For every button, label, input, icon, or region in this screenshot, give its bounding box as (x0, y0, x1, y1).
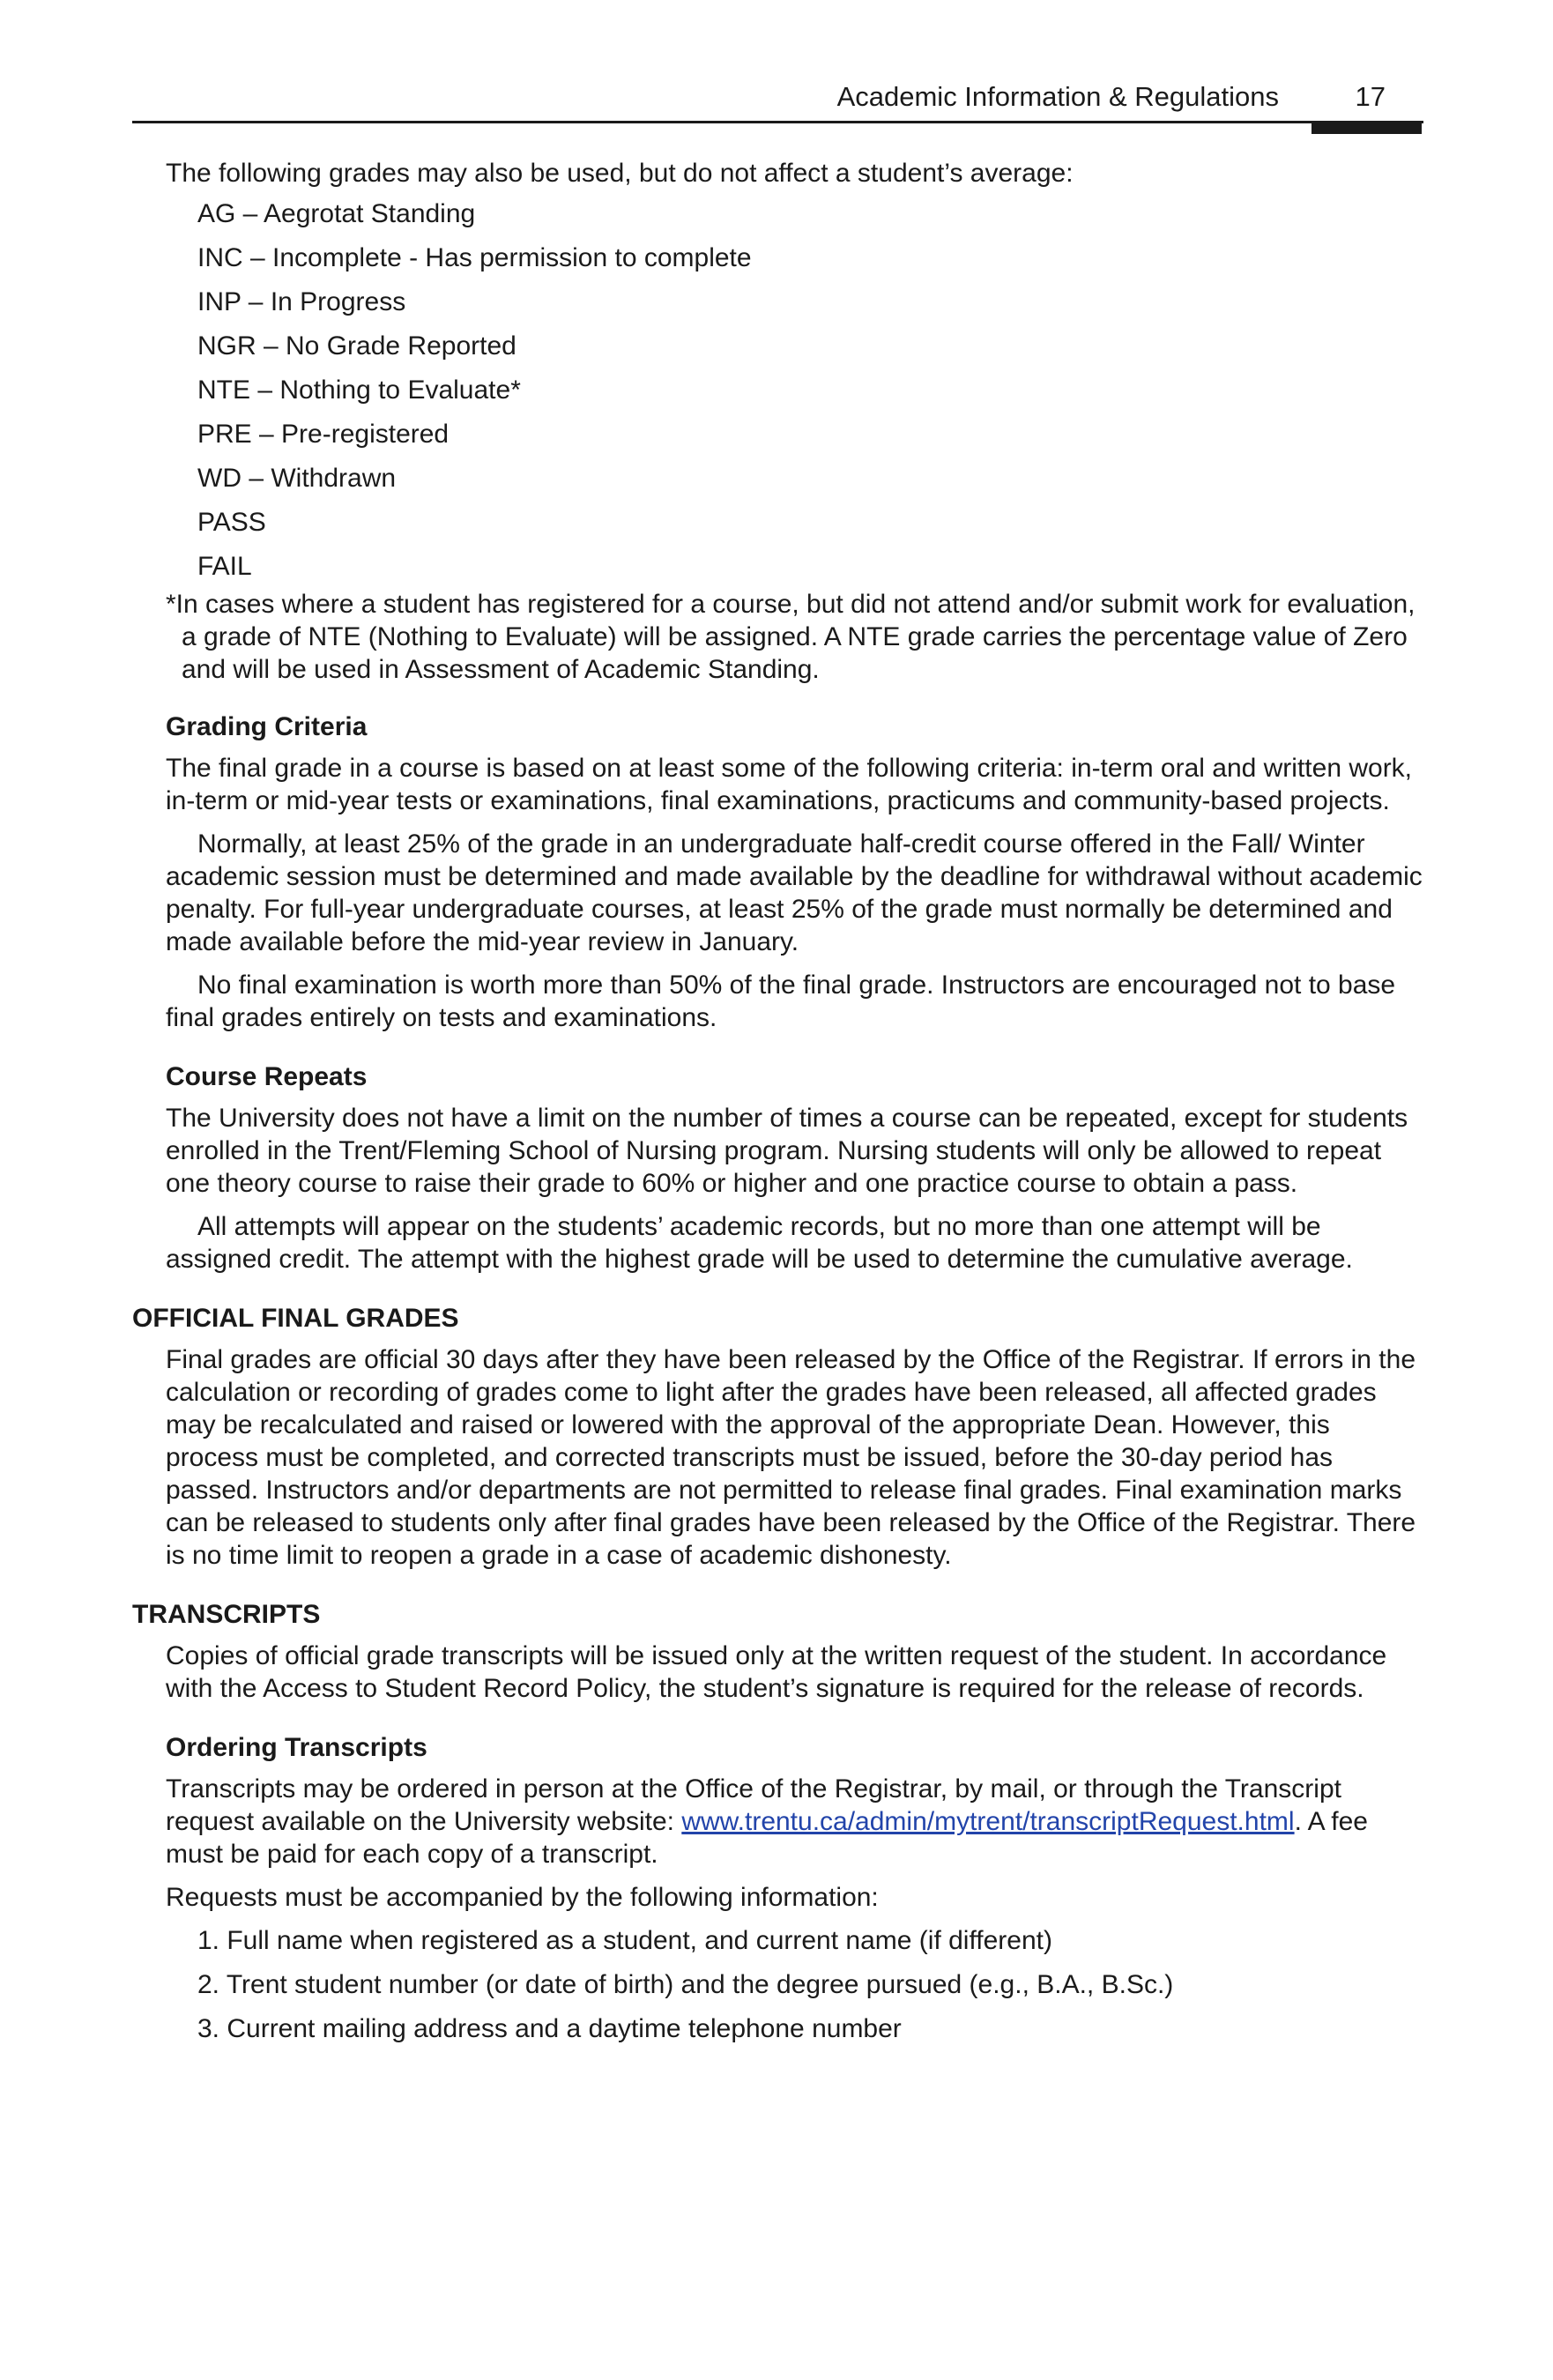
header-rule (132, 121, 1423, 123)
list-item: 3. Current mailing address and a daytime telephone number (197, 2014, 902, 2043)
list-item: WD – Withdrawn (197, 464, 397, 493)
running-header-title: Academic Information & Regulations (836, 81, 1279, 112)
nte-footnote: *In cases where a student has registered for a course, but did not attend and/or submit work for evaluation, a grade of NTE (Nothing to Evaluate) will be assigned. A NTE grade carries the percentage value of Zero and will be used in Assessment of Academic Standing. (166, 590, 1416, 684)
list-item: PRE – Pre-registered (197, 420, 450, 449)
transcripts-heading: TRANSCRIPTS (132, 1600, 321, 1629)
course-repeats-heading: Course Repeats (166, 1062, 368, 1091)
transcript-request-link[interactable]: www.trentu.ca/admin/mytrent/transcriptRequest.html (681, 1807, 1295, 1836)
ordering-transcripts-heading: Ordering Transcripts (166, 1733, 427, 1762)
list-item: PASS (197, 508, 266, 537)
transcripts-paragraph: Copies of official grade transcripts will be issued only at the written request of the student. In accordance with the Access to Student Record Policy, the student’s signature is required for the release of records. (166, 1641, 1387, 1703)
grades-intro: The following grades may also be used, but do not affect a student’s average: (166, 159, 1074, 188)
grading-criteria-paragraph: No final examination is worth more than 50% of the final grade. Instructors are encouraged not to base final grades entirely on tests and examinations. (166, 971, 1396, 1032)
page-content (132, 157, 1428, 2056)
grading-criteria-paragraph: The final grade in a course is based on at least some of the following criteria: in-term oral and written work, in-term or mid-year tests or examinations, final examinations, practicums and community-based projects. (166, 754, 1413, 815)
list-item: NGR – No Grade Reported (197, 331, 516, 361)
official-final-grades-heading: OFFICIAL FINAL GRADES (132, 1304, 459, 1333)
list-item: FAIL (197, 552, 252, 581)
additional-grades-list (166, 197, 1428, 583)
grading-criteria-heading: Grading Criteria (166, 712, 368, 741)
page-number-tab (1312, 123, 1422, 134)
grading-criteria-paragraph: Normally, at least 25% of the grade in an undergraduate half-credit course offered in the Fall/ Winter academic session must be determined and made available by the deadline for withdrawal without academic penalty. For full-year undergraduate courses, at least 25% of the grade must normally be determined and made available before the mid-year review in January. (166, 829, 1423, 956)
course-repeats-paragraph: All attempts will appear on the students’ academic records, but no more than one attempt will be assigned credit. The attempt with the highest grade will be used to determine the cumulative average. (166, 1212, 1353, 1274)
course-repeats-paragraph: The University does not have a limit on the number of times a course can be repeated, except for students enrolled in the Trent/Fleming School of Nursing program. Nursing students will only be allowed to repeat one theory course to raise their grade to 60% or higher and one practice course to obtain a pass. (166, 1104, 1408, 1198)
requirements-intro: Requests must be accompanied by the following information: (166, 1883, 879, 1912)
ordering-text-after-link: . A fee must be paid for each copy of a transcript. (166, 1807, 1368, 1869)
requirements-list (166, 1924, 1428, 2045)
official-final-grades-paragraph: Final grades are official 30 days after they have been released by the Office of the Registrar. If errors in the calculation or recording of grades come to light after the grades have been released, all affected grades may be recalculated and raised or lowered with the approval of the appropriate Dean. However, this process must be completed, and corrected transcripts must be issued, before the 30-day period has passed. Instructors and/or departments are not permitted to release final grades. Final examination marks can be released to students only after final grades have been released by the Office of the Registrar. There is no time limit to reopen a grade in a case of academic dishonesty. (166, 1345, 1416, 1570)
list-item: 2. Trent student number (or date of birth) and the degree pursued (e.g., B.A., B.Sc.) (197, 1970, 1174, 1999)
list-item: INC – Incomplete - Has permission to complete (197, 243, 752, 272)
list-item: NTE – Nothing to Evaluate* (197, 376, 521, 405)
list-item: 1. Full name when registered as a student, and current name (if different) (197, 1926, 1052, 1955)
ordering-text-before-link: Transcripts may be ordered in person at the Office of the Registrar, by mail, or through the Transcript request available on the University website: (166, 1774, 1341, 1836)
list-item: INP – In Progress (197, 287, 406, 316)
page-header (132, 78, 1423, 123)
page-number: 17 (1355, 81, 1386, 112)
ordering-transcripts-paragraph (166, 1773, 1428, 1871)
list-item: AG – Aegrotat Standing (197, 199, 476, 228)
